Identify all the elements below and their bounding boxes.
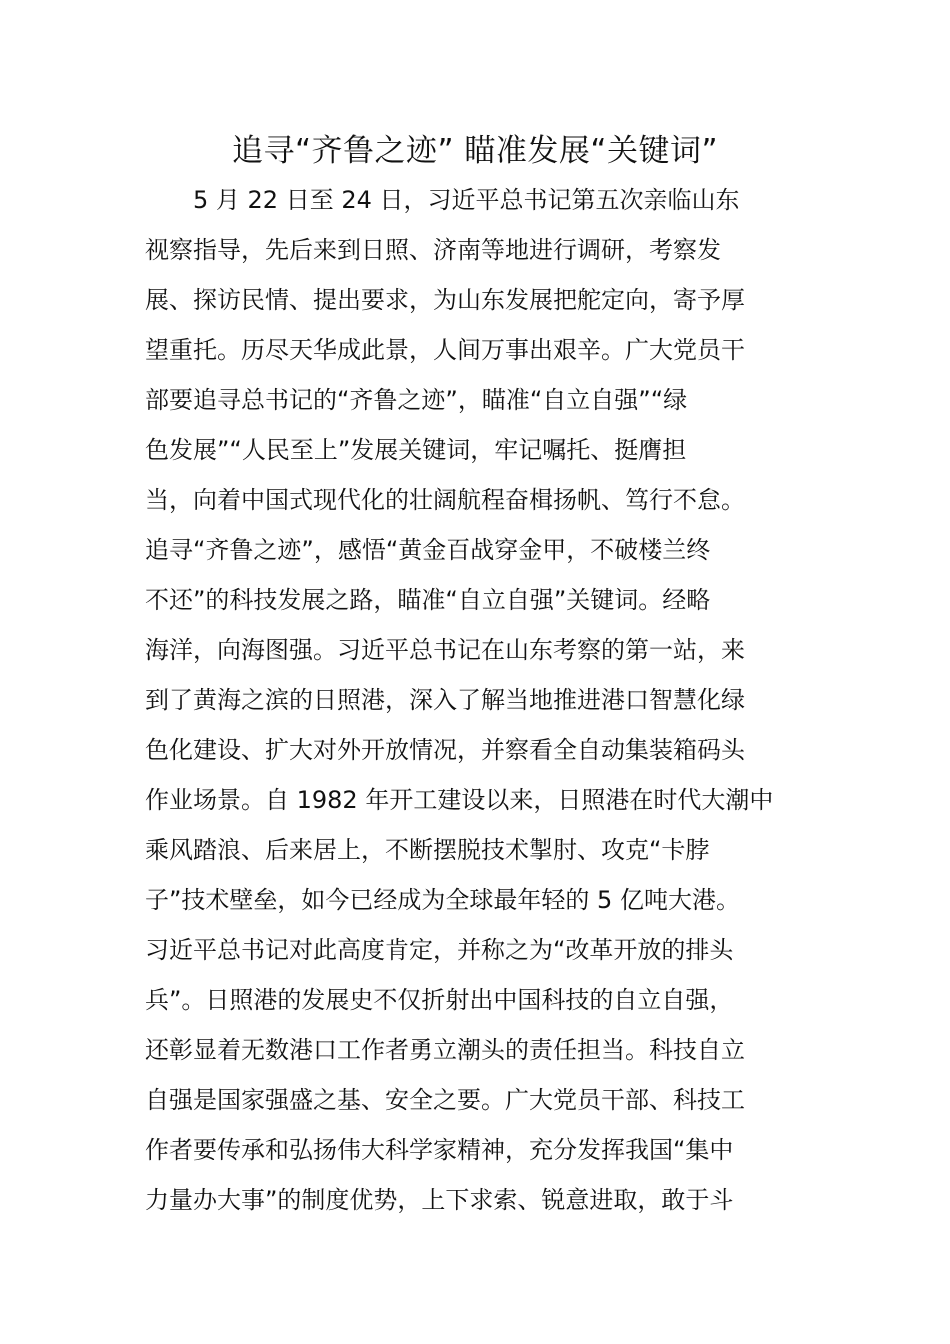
text-line: 色发展”“人民至上”发展关键词，牢记嘱托、挺膺担: [145, 436, 687, 464]
text-line: 望重托。历尽天华成此景，人间万事出艰辛。广大党员干: [145, 336, 745, 364]
text-line: 作业场景。自 1982 年开工建设以来，日照港在时代大潮中: [145, 786, 774, 814]
text-line: 乘风踏浪、后来居上，不断摆脱技术掣肘、攻克“卡脖: [145, 836, 710, 864]
text-line: 还彰显着无数港口工作者勇立潮头的责任担当。科技自立: [145, 1036, 745, 1064]
text-line: 部要追寻总书记的“齐鲁之迹”，瞄准“自立自强”“绿: [145, 386, 688, 414]
text-line: 色化建设、扩大对外开放情况，并察看全自动集装箱码头: [145, 736, 745, 764]
text-line: 到了黄海之滨的日照港，深入了解当地推进港口智慧化绿: [145, 686, 745, 714]
text-line: 不还”的科技发展之路，瞄准“自立自强”关键词。经略: [145, 586, 711, 614]
page-title: 追寻“齐鲁之迹” 瞄准发展“关键词”: [231, 133, 719, 169]
text-line: 海洋，向海图强。习近平总书记在山东考察的第一站，来: [145, 636, 745, 664]
text-line: 子”技术壁垒，如今已经成为全球最年轻的 5 亿吨大港。: [145, 886, 740, 914]
text-line: 自强是国家强盛之基、安全之要。广大党员干部、科技工: [145, 1086, 745, 1114]
text-line: 追寻“齐鲁之迹”，感悟“黄金百战穿金甲，不破楼兰终: [145, 536, 711, 564]
text-line: 兵”。日照港的发展史不仅折射出中国科技的自立自强，: [145, 986, 734, 1014]
text-line: 习近平总书记对此高度肯定，并称之为“改革开放的排头: [145, 936, 734, 964]
text-line: 作者要传承和弘扬伟大科学家精神，充分发挥我国“集中: [145, 1136, 734, 1164]
text-line: 视察指导，先后来到日照、济南等地进行调研，考察发: [145, 236, 721, 264]
text-line: 5 月 22 日至 24 日，习近平总书记第五次亲临山东: [145, 186, 740, 214]
text-line: 当，向着中国式现代化的壮阔航程奋楫扬帆、笃行不怠。: [145, 486, 745, 514]
text-line: 力量办大事”的制度优势，上下求索、锐意进取，敢于斗: [145, 1186, 734, 1214]
text-line: 展、探访民情、提出要求，为山东发展把舵定向，寄予厚: [145, 286, 745, 314]
